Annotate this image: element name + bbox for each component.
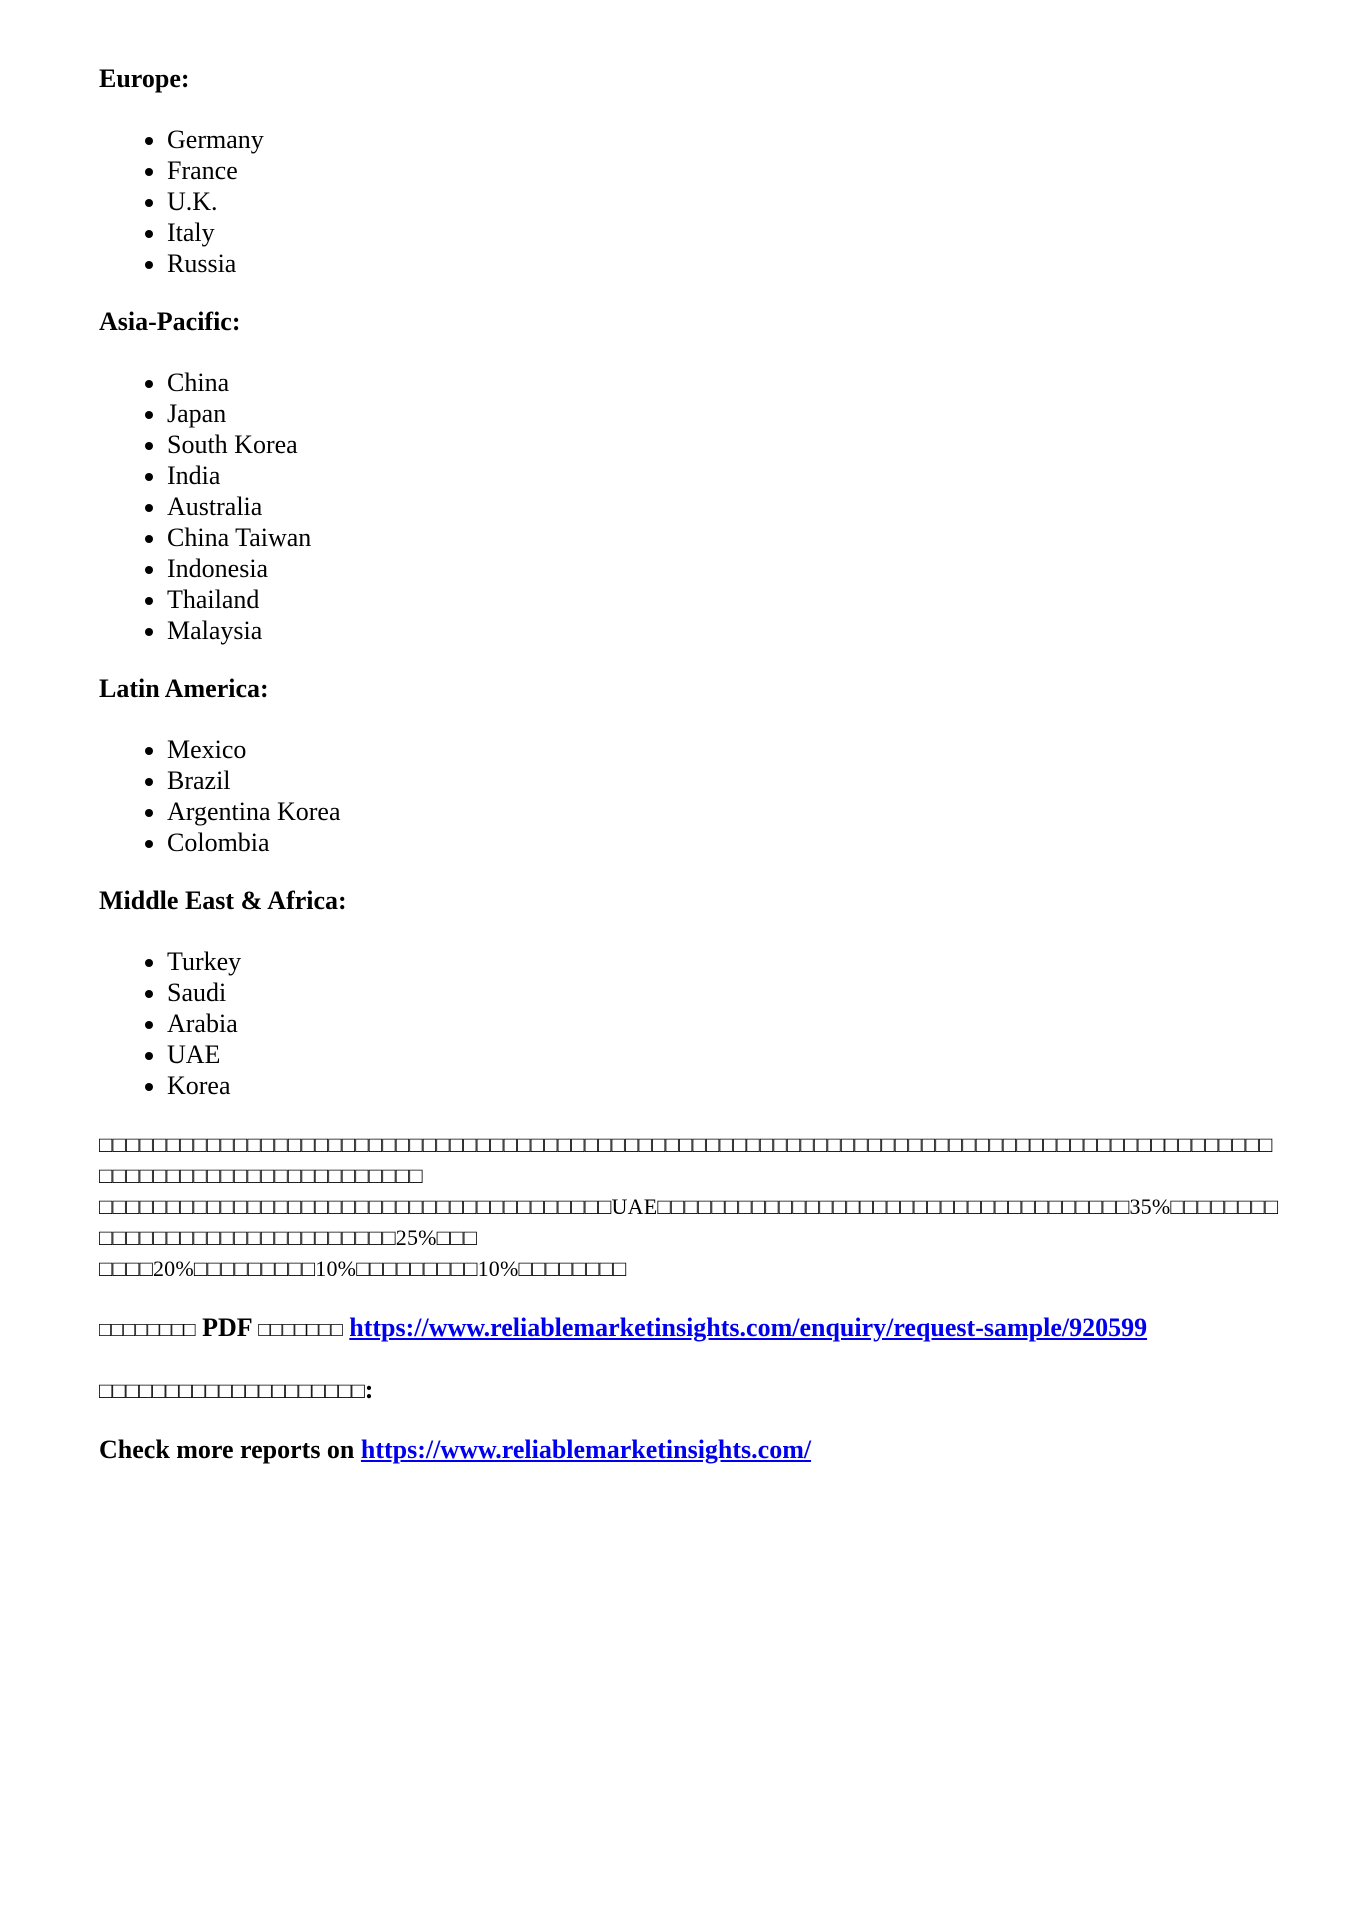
list-item: • Brazil (167, 765, 1279, 796)
check-more-reports-line (99, 1434, 1279, 1465)
country-list-europe (99, 124, 1279, 279)
list-item: • Turkey (167, 946, 1279, 977)
list-item: • Thailand (167, 584, 1279, 615)
list-item: • Arabia (167, 1008, 1279, 1039)
section-heading-middle-east-africa: Middle East & Africa: (99, 886, 347, 915)
section-heading-asia-pacific: Asia-Pacific: (99, 307, 241, 336)
list-item: • Korea (167, 1070, 1279, 1101)
pdf-prefix-text: □□□□□□□□ (99, 1319, 196, 1341)
section-heading-latin-america: Latin America: (99, 674, 269, 703)
pdf-middle-text: □□□□□□□ (258, 1319, 343, 1341)
sample-request-link[interactable]: https://www.reliablemarketinsights.com/enquiry/request-sample/920599 (349, 1313, 1148, 1342)
reports-home-link[interactable]: https://www.reliablemarketinsights.com/ (360, 1435, 812, 1464)
list-item: • Indonesia (167, 553, 1279, 584)
toc-line (99, 1374, 1279, 1406)
paragraph-line: □□□□□□□□□□□□□□□□□□□□□□□□□□□□□□□□□□□□□□□□□□□□□□□□□□□□□□□□□□□□□□□□□□□□□□□□□□□□□□□□□□□□□□□□□□□□□□□□□□□□□□□□□□□□□□□ (99, 1132, 1273, 1188)
list-item: • UAE (167, 1039, 1279, 1070)
list-item: • Malaysia (167, 615, 1279, 646)
list-item: • Italy (167, 217, 1279, 248)
list-item: • U.K. (167, 186, 1279, 217)
country-list-latin-america (99, 734, 1279, 858)
section-heading-europe: Europe: (99, 64, 190, 93)
country-list-middle-east-africa (99, 946, 1279, 1101)
list-item: • China (167, 367, 1279, 398)
list-item: • Mexico (167, 734, 1279, 765)
list-item: • China Taiwan (167, 522, 1279, 553)
toc-text: □□□□□□□□□□□□□□□□□□□□ (99, 1378, 365, 1403)
list-item: • India (167, 460, 1279, 491)
document-page (99, 64, 1279, 1465)
list-item: • Colombia (167, 827, 1279, 858)
toc-colon: : (364, 1375, 374, 1404)
check-more-reports-label: Check more reports on (99, 1435, 361, 1464)
list-item: • Argentina Korea (167, 796, 1279, 827)
pdf-sample-line (99, 1312, 1279, 1346)
paragraph-line: □□□□20%□□□□□□□□□10%□□□□□□□□□10%□□□□□□□□ (99, 1256, 627, 1281)
paragraph-line: □□□□□□□□□□□□□□□□□□□□□□□□□□□□□□□□□□□□□□UAE□□□□□□□□□□□□□□□□□□□□□□□□□□□□□□□□□□□35%□□□□□□□□□□□□□□□□□□□□□□□□□□□□□□25%□□□ (99, 1194, 1279, 1250)
list-item: • Saudi (167, 977, 1279, 1008)
list-item: • France (167, 155, 1279, 186)
list-item: • South Korea (167, 429, 1279, 460)
pdf-label: PDF (202, 1313, 252, 1342)
country-list-asia-pacific (99, 367, 1279, 646)
market-share-paragraph (99, 1129, 1279, 1284)
list-item: • Germany (167, 124, 1279, 155)
list-item: • Australia (167, 491, 1279, 522)
list-item: • Japan (167, 398, 1279, 429)
list-item: • Russia (167, 248, 1279, 279)
